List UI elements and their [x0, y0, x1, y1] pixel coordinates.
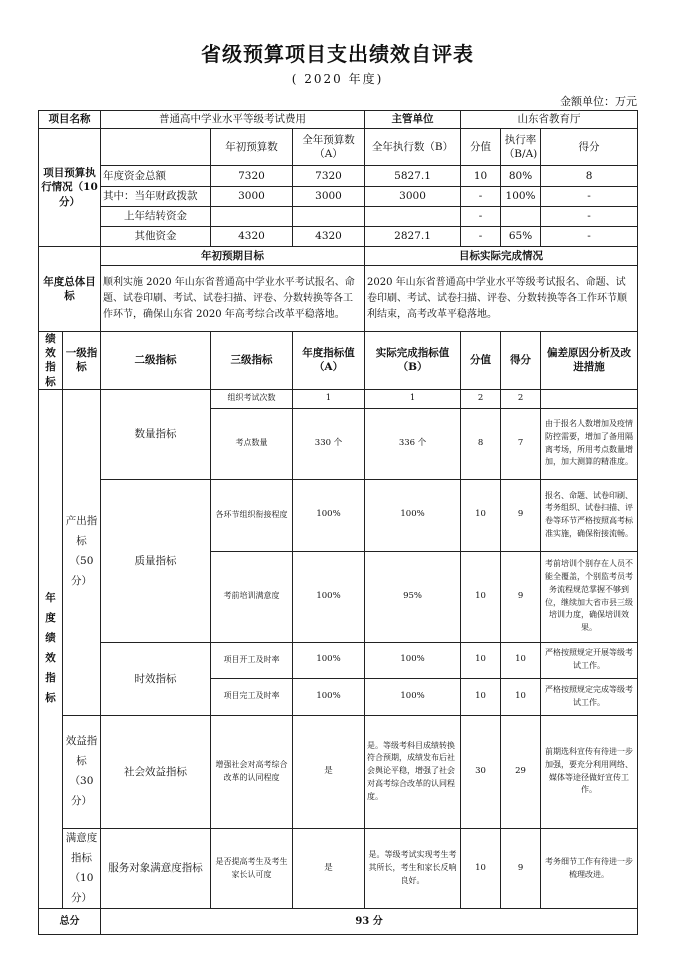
annual-indicator-label: 年度绩效指标	[39, 389, 63, 909]
level3-name: 考前培训满意度	[211, 551, 293, 642]
perf-indicator-header: 绩效指标	[39, 332, 63, 390]
dept-value: 山东省教育厅	[461, 111, 638, 129]
dept-label: 主管单位	[365, 111, 461, 129]
expected-goal-text: 顺利实施 2020 年山东省普通高中学业水平考试报名、命题、试卷印刷、考试、试卷扫描、评卷、分数转换等各工作环节，确保山东省 2020 年高考综合改革平稳落地。	[101, 266, 365, 332]
budget-row-rate: 80%	[501, 166, 541, 187]
budget-row-got: -	[541, 227, 638, 247]
score-value: 10	[461, 678, 501, 715]
level3-name: 项目开工及时率	[211, 642, 293, 678]
score-value: 30	[461, 715, 501, 828]
total-label: 总分	[39, 909, 101, 935]
budget-row-executed: 3000	[365, 187, 461, 207]
timeliness-indicator-label: 时效指标	[101, 642, 211, 715]
budget-row-score: -	[461, 187, 501, 207]
score-value: 8	[461, 408, 501, 479]
actual-value: 100%	[365, 642, 461, 678]
score-value: 10	[461, 828, 501, 909]
target-value: 1	[293, 389, 365, 408]
got-value: 9	[501, 828, 541, 909]
level3-header: 三级指标	[211, 332, 293, 390]
actual-value-header: 实际完成指标值（B）	[365, 332, 461, 390]
reason-text: 严格按照规定完成等级考试工作。	[541, 678, 638, 715]
target-value: 100%	[293, 642, 365, 678]
budget-row-score: -	[461, 207, 501, 227]
project-name-label: 项目名称	[39, 111, 101, 129]
budget-header-score: 分值	[461, 129, 501, 166]
target-value: 100%	[293, 551, 365, 642]
budget-header-got: 得分	[541, 129, 638, 166]
got-value: 7	[501, 408, 541, 479]
budget-row-name: 其他资金	[101, 227, 211, 247]
budget-row-executed: 5827.1	[365, 166, 461, 187]
got-value: 29	[501, 715, 541, 828]
budget-row-score: -	[461, 227, 501, 247]
budget-row-rate	[501, 207, 541, 227]
budget-row-got: -	[541, 187, 638, 207]
budget-row-initial: 4320	[211, 227, 293, 247]
score-value: 10	[461, 642, 501, 678]
actual-value: 336 个	[365, 408, 461, 479]
level1-header: 一级指标	[63, 332, 101, 390]
budget-row-score: 10	[461, 166, 501, 187]
actual-value: 是。等级考科目成绩转换符合预期，成绩发布后社会舆论平稳，增强了社会对高考综合改革的认同程度。	[365, 715, 461, 828]
got-value: 10	[501, 642, 541, 678]
quality-indicator-label: 质量指标	[101, 479, 211, 642]
budget-row-executed	[365, 207, 461, 227]
level3-name: 项目完工及时率	[211, 678, 293, 715]
actual-goal-header: 目标实际完成情况	[365, 247, 638, 266]
budget-row-annual: 3000	[293, 187, 365, 207]
actual-goal-text: 2020 年山东省普通高中学业水平等级考试报名、命题、试卷印刷、考试、试卷扫描、评卷、分数转换等各工作环节顺利结束，高考改革平稳落地。	[365, 266, 638, 332]
level3-name: 考点数量	[211, 408, 293, 479]
budget-section-label: 项目预算执行情况（10分）	[39, 129, 101, 247]
actual-value: 1	[365, 389, 461, 408]
reason-text: 前期选科宣传有待进一步加强，要充分利用网络、媒体等途径做好宣传工作。	[541, 715, 638, 828]
reason-text: 严格按照规定开展等级考试工作。	[541, 642, 638, 678]
got-value: 9	[501, 551, 541, 642]
budget-row-got: 8	[541, 166, 638, 187]
reason-text: 考前培训个别存在人员不能全覆盖，个别监考员考务流程规范掌握不够到位，继续加大省市县三级培训力度，确保培训效果。	[541, 551, 638, 642]
score-value: 2	[461, 389, 501, 408]
reason-header: 偏差原因分析及改进措施	[541, 332, 638, 390]
amount-unit: 金额单位：万元	[560, 95, 637, 108]
satisfaction-indicator-label: 满意度指标（10分）	[63, 828, 101, 909]
benefit-indicator-label: 效益指标（30分）	[63, 715, 101, 828]
reason-text: 由于报名人数增加及疫情防控需要，增加了备用隔离考场，所用考点数量增加，加大测算的精准度。	[541, 408, 638, 479]
actual-value: 95%	[365, 551, 461, 642]
form-year: ( 2020 年度)	[291, 72, 384, 86]
annual-goal-label: 年度总体目标	[39, 247, 101, 332]
budget-row-rate: 65%	[501, 227, 541, 247]
got-value: 10	[501, 678, 541, 715]
actual-value: 100%	[365, 479, 461, 551]
reason-text: 报名、命题、试卷印刷、考务组织、试卷扫描、评卷等环节严格按照高考标准实施，确保衔接流畅。	[541, 479, 638, 551]
form-title: 省级预算项目支出绩效自评表	[201, 42, 474, 66]
budget-header-initial: 年初预算数	[211, 129, 293, 166]
evaluation-table	[38, 110, 638, 935]
budget-row-annual: 4320	[293, 227, 365, 247]
reason-text	[541, 389, 638, 408]
target-value: 是	[293, 828, 365, 909]
budget-row-annual	[293, 207, 365, 227]
level3-name: 是否提高考生及考生家长认可度	[211, 828, 293, 909]
expected-goal-header: 年初预期目标	[101, 247, 365, 266]
budget-row-name: 其中：当年财政拨款	[101, 187, 211, 207]
budget-row-annual: 7320	[293, 166, 365, 187]
service-indicator-label: 服务对象满意度指标	[101, 828, 211, 909]
score-value: 10	[461, 479, 501, 551]
level3-name: 组织考试次数	[211, 389, 293, 408]
level2-header: 二级指标	[101, 332, 211, 390]
budget-row-initial: 7320	[211, 166, 293, 187]
got-header: 得分	[501, 332, 541, 390]
budget-header-executed: 全年执行数（B）	[365, 129, 461, 166]
budget-header-annual: 全年预算数（A）	[293, 129, 365, 166]
score-value: 10	[461, 551, 501, 642]
budget-row-executed: 2827.1	[365, 227, 461, 247]
score-header: 分值	[461, 332, 501, 390]
budget-row-initial: 3000	[211, 187, 293, 207]
social-indicator-label: 社会效益指标	[101, 715, 211, 828]
budget-row-initial	[211, 207, 293, 227]
got-value: 9	[501, 479, 541, 551]
level3-name: 各环节组织衔接程度	[211, 479, 293, 551]
level3-name: 增强社会对高考综合改革的认同程度	[211, 715, 293, 828]
actual-value: 是。等级考试实现考生考其所长，考生和家长反响良好。	[365, 828, 461, 909]
got-value: 2	[501, 389, 541, 408]
budget-row-rate: 100%	[501, 187, 541, 207]
budget-header-rate: 执行率（B/A)	[501, 129, 541, 166]
budget-row-name: 上年结转资金	[101, 207, 211, 227]
budget-row-name: 年度资金总额	[101, 166, 211, 187]
total-value: 93 分	[101, 909, 638, 935]
actual-value: 100%	[365, 678, 461, 715]
reason-text: 考务细节工作有待进一步梳理改进。	[541, 828, 638, 909]
output-indicator-label: 产出指标（50分）	[63, 389, 101, 715]
target-value: 100%	[293, 678, 365, 715]
target-value-header: 年度指标值（A）	[293, 332, 365, 390]
budget-blank-header	[101, 129, 211, 166]
budget-row-got: -	[541, 207, 638, 227]
quantity-indicator-label: 数量指标	[101, 389, 211, 479]
project-name-value: 普通高中学业水平等级考试费用	[101, 111, 365, 129]
target-value: 100%	[293, 479, 365, 551]
target-value: 是	[293, 715, 365, 828]
target-value: 330 个	[293, 408, 365, 479]
